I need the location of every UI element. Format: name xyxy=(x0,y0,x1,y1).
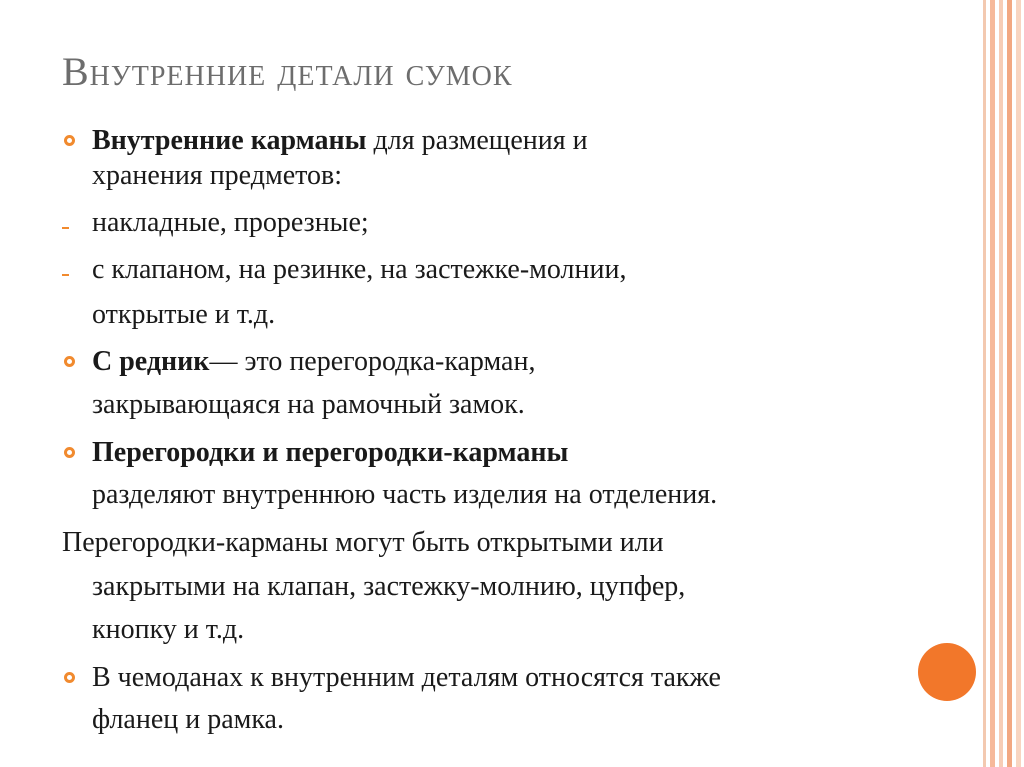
dash-bullet-icon xyxy=(62,227,69,229)
paragraph-continuation: кнопку и т.д. xyxy=(92,614,245,645)
list-item: накладные, прорезные; xyxy=(92,207,369,238)
list-item xyxy=(92,436,568,470)
dash-bullet-icon xyxy=(62,274,69,276)
list-item-continuation: разделяют внутреннюю часть изделия на отделения. xyxy=(92,479,718,510)
paragraph-continuation: закрытыми на клапан, застежку-молнию, цупфер, xyxy=(92,571,686,602)
list-item-continuation: открытые и т.д. xyxy=(92,299,276,330)
decor-stripe xyxy=(999,0,1003,767)
decor-stripe xyxy=(1016,0,1021,767)
list-item-continuation: закрывающаяся на рамочный замок. xyxy=(92,389,525,420)
list-item: с клапаном, на резинке, на застежке-молнии, xyxy=(92,254,627,285)
bullet-icon xyxy=(64,672,75,683)
list-item xyxy=(92,345,535,379)
list-item-continuation: хранения предметов: xyxy=(92,160,342,191)
item-text: для размещения и xyxy=(366,125,588,156)
list-item: В чемоданах к внутренним деталям относятся также xyxy=(92,662,721,693)
decor-stripe xyxy=(990,0,995,767)
slide-title: Внутренние детали сумок xyxy=(62,49,513,94)
list-item xyxy=(92,124,588,158)
bold-term: Перегородки и перегородки-карманы xyxy=(92,437,569,468)
bold-term: Внутренние карманы xyxy=(92,125,367,156)
bullet-icon xyxy=(64,447,75,458)
bullet-icon xyxy=(64,356,75,367)
decor-stripe xyxy=(983,0,986,767)
bullet-icon xyxy=(64,135,75,146)
plain-paragraph: Перегородки-карманы могут быть открытыми или xyxy=(62,527,664,558)
decor-circle xyxy=(918,643,976,701)
list-item-continuation: фланец и рамка. xyxy=(92,704,284,735)
item-prefix: С xyxy=(92,346,120,377)
bold-term: редник xyxy=(119,346,210,377)
decor-stripe xyxy=(1007,0,1012,767)
item-text: — это перегородка-карман, xyxy=(209,346,536,377)
